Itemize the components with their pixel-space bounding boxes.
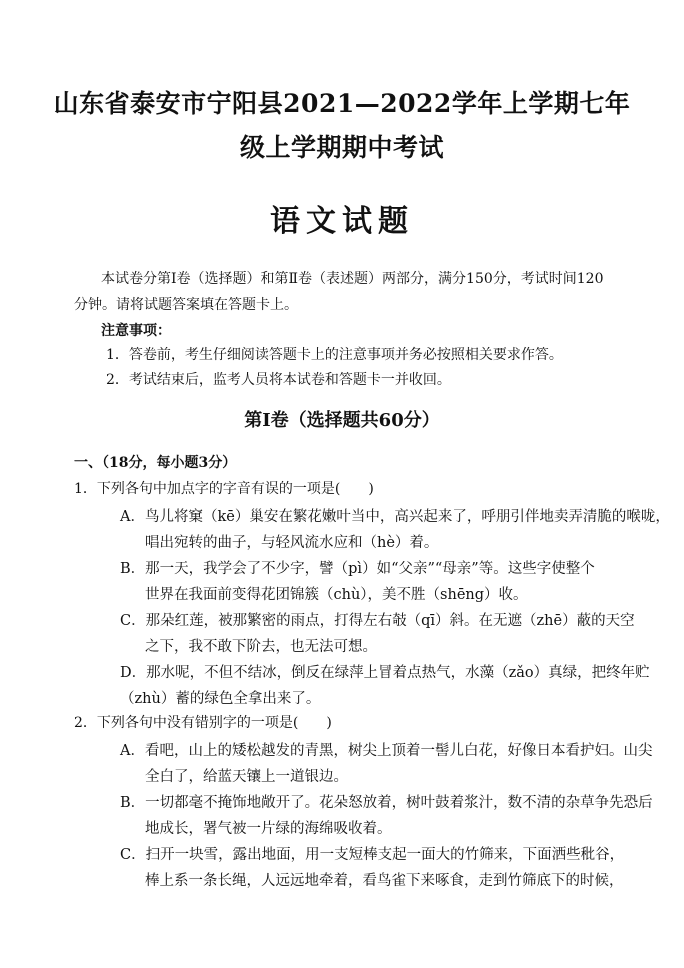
notice-label: 注意事项：	[101, 323, 171, 339]
q1-option-b-line1: B．那一天，我学会了不少字，譬（pì）如“父亲”“母亲”等。这些字使整个	[120, 561, 595, 577]
notice-item-1: 1．答卷前，考生仔细阅读答题卡上的注意事项并务必按照相关要求作答。	[106, 347, 563, 363]
q2-option-c-line2: 棒上系一条长绳，人远远地牵着，看鸟雀下来啄食，走到竹筛底下的时候，	[145, 873, 624, 889]
notice-item-2: 2．考试结束后，监考人员将本试卷和答题卡一并收回。	[106, 372, 451, 388]
q1-option-b-line2: 世界在我面前变得花团锦簇（chù），美不胜（shēng）收。	[145, 587, 528, 603]
question-2-stem: 2．下列各句中没有错别字的一项是( )	[74, 715, 332, 731]
q2-option-b-line2: 地成长，署气被一片绿的海绵吸收着。	[145, 821, 392, 837]
q1-option-c-line1: C．那朵红莲，被那繁密的雨点，打得左右攲（qī）斜。在无遮（zhē）蔽的天空	[120, 613, 635, 629]
intro-line-2: 分钟。请将试题答案填在答题卡上。	[74, 297, 298, 313]
q2-option-a-line1: A．看吧，山上的矮松越发的青黑，树尖上顶着一髻儿白花，好像日本看护妇。山尖	[120, 743, 653, 759]
q1-option-d-line1: D．那水呢，不但不结冰，倒反在绿萍上冒着点热气，水藻（zǎo）真绿，把终年贮	[120, 665, 650, 681]
q1-option-a-line2: 唱出宛转的曲子，与轻风流水应和（hè）着。	[145, 535, 439, 551]
section-title: 第Ⅰ卷（选择题共60分）	[244, 410, 440, 431]
q1-option-c-line2: 之下，我不敢下阶去，也无法可想。	[145, 639, 377, 655]
exam-title-line2: 级上学期期中考试	[239, 133, 444, 162]
subject-title: 语文试题	[270, 204, 414, 239]
intro-line-1: 本试卷分第Ⅰ卷（选择题）和第Ⅱ卷（表述题）两部分，满分150分，考试时间120	[101, 271, 604, 287]
q1-option-a-line1: A．鸟儿将窠（kē）巢安在繁花嫩叶当中，高兴起来了，呼朋引伴地卖弄清脆的喉咙，	[120, 509, 670, 525]
exam-title-line1: 山东省泰安市宁阳县2021—2022学年上学期七年	[53, 89, 631, 118]
q2-option-c-line1: C．扫开一块雪，露出地面，用一支短棒支起一面大的竹筛来，下面洒些秕谷，	[120, 847, 625, 863]
q1-option-d-line2: （zhù）蓄的绿色全拿出来了。	[120, 691, 321, 707]
q2-option-b-line1: B．一切都毫不掩饰地敞开了。花朵怒放着，树叶鼓着浆汁，数不清的杂草争先恐后	[120, 795, 653, 811]
part1-header: 一、（18分，每小题3分）	[74, 455, 237, 471]
question-1-stem: 1．下列各句中加点字的字音有误的一项是( )	[74, 481, 374, 497]
q2-option-a-line2: 全白了，给蓝天镶上一道银边。	[145, 769, 348, 785]
